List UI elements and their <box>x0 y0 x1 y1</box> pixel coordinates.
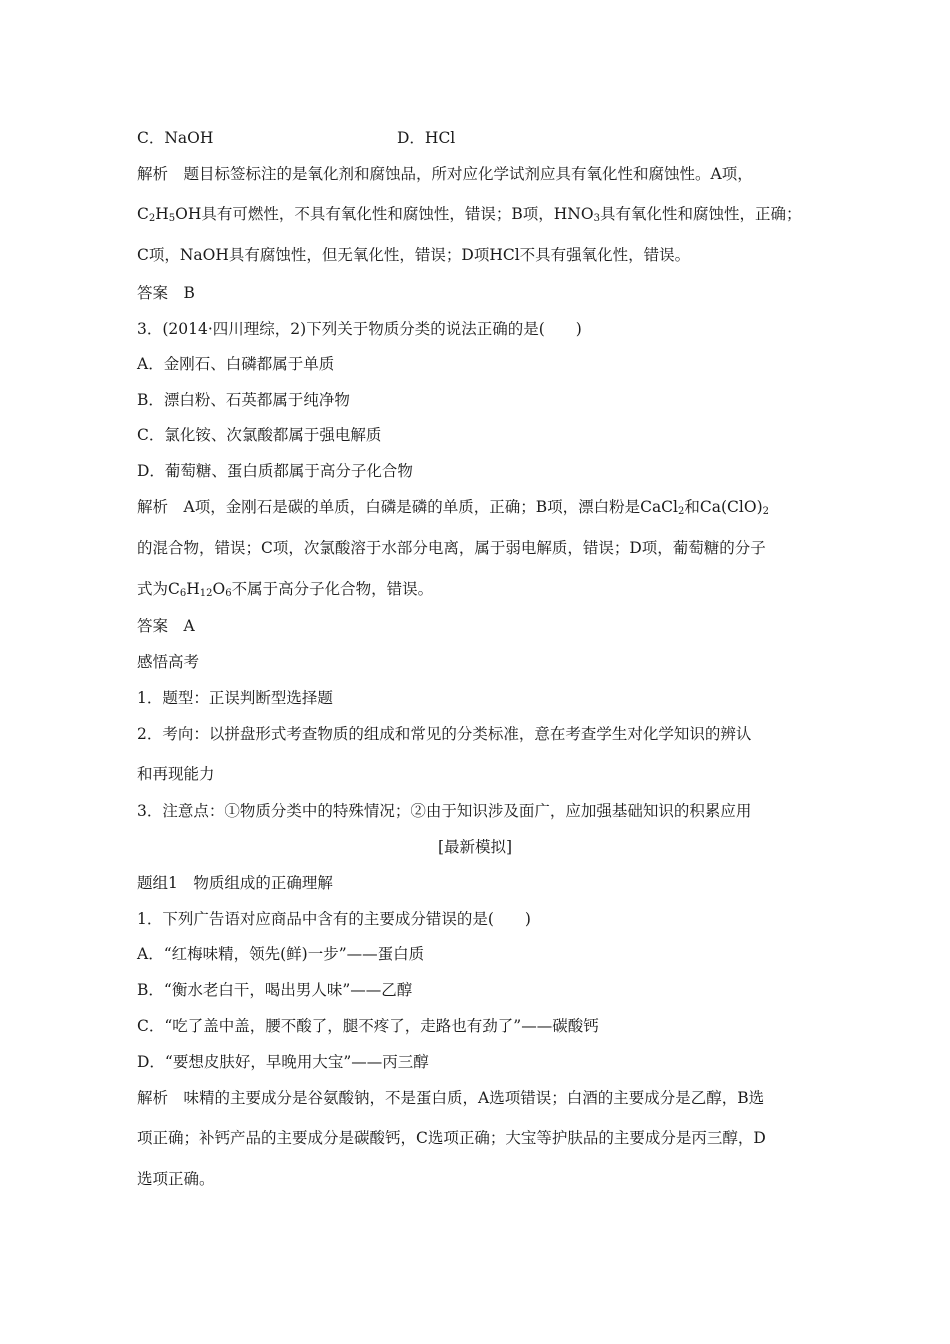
group-heading: 题组1 物质组成的正确理解 <box>137 874 333 892</box>
option-c: C．NaOH <box>137 129 214 147</box>
option-b: B．“衡水老白干，喝出男人味”——乙醇 <box>137 981 413 999</box>
analysis-line: 解析 A项，金刚石是碳的单质，白磷是磷的单质，正确；B项，漂白粉是CaCl$_2$和$Ca(ClO)_2$ <box>137 498 769 517</box>
option-c: C．“吃了盖中盖，腰不酸了，腿不疼了，走路也有劲了”——碳酸钙 <box>137 1017 599 1035</box>
analysis-line: $C_2H_5OH$具有可燃性，不具有氧化性和腐蚀性，错误；B项，$HNO_3$具有氧化性和腐蚀性，正确； <box>137 205 802 224</box>
analysis-line: C项，NaOH具有腐蚀性，但无氧化性，错误；D项HCl不具有强氧化性，错误。 <box>137 246 691 264</box>
analysis-line: 解析 题目标签标注的是氧化剂和腐蚀品，所对应化学试剂应具有氧化性和腐蚀性。A项， <box>137 165 753 183</box>
analysis-line: 选项正确。 <box>137 1170 215 1188</box>
option-a: A．金刚石、白磷都属于单质 <box>137 355 335 373</box>
section-heading: 感悟高考 <box>137 653 200 671</box>
option-c-line <box>137 128 456 148</box>
analysis-line: 式为$C_6H_{12}O_6$不属于高分子化合物，错误。 <box>137 580 434 599</box>
insight-item: 1．题型：正误判断型选择题 <box>137 689 333 707</box>
option-d: D．“要想皮肤好，早晚用大宝”——丙三醇 <box>137 1053 429 1071</box>
answer-line: 答案 B <box>137 284 195 302</box>
option-d: D．HCl <box>397 129 456 147</box>
analysis-line: 项正确；补钙产品的主要成分是碳酸钙，C选项正确；大宝等护肤品的主要成分是丙三醇，D <box>137 1129 766 1147</box>
question-3: 3．(2014·四川理综，2)下列关于物质分类的说法正确的是( ) <box>137 320 582 338</box>
section-title: [最新模拟] <box>437 838 513 856</box>
insight-item: 2．考向：以拼盘形式考查物质的组成和常见的分类标准，意在考查学生对化学知识的辨认 <box>137 725 752 743</box>
option-c: C．氯化铵、次氯酸都属于强电解质 <box>137 426 382 444</box>
insight-item: 3．注意点：①物质分类中的特殊情况；②由于知识涉及面广，应加强基础知识的积累应用 <box>137 802 752 820</box>
insight-item: 和再现能力 <box>137 765 215 783</box>
analysis-line: 解析 味精的主要成分是谷氨酸钠，不是蛋白质，A选项错误；白酒的主要成分是乙醇，B选 <box>137 1089 765 1107</box>
option-b: B．漂白粉、石英都属于纯净物 <box>137 391 350 409</box>
option-d: D．葡萄糖、蛋白质都属于高分子化合物 <box>137 462 413 480</box>
question-1: 1．下列广告语对应商品中含有的主要成分错误的是( ) <box>137 910 531 928</box>
option-a: A．“红梅味精，领先(鲜)一步”——蛋白质 <box>137 945 425 963</box>
analysis-line: 的混合物，错误；C项，次氯酸溶于水部分电离，属于弱电解质，错误；D项，葡萄糖的分子 <box>137 539 766 557</box>
answer-line: 答案 A <box>137 617 195 635</box>
